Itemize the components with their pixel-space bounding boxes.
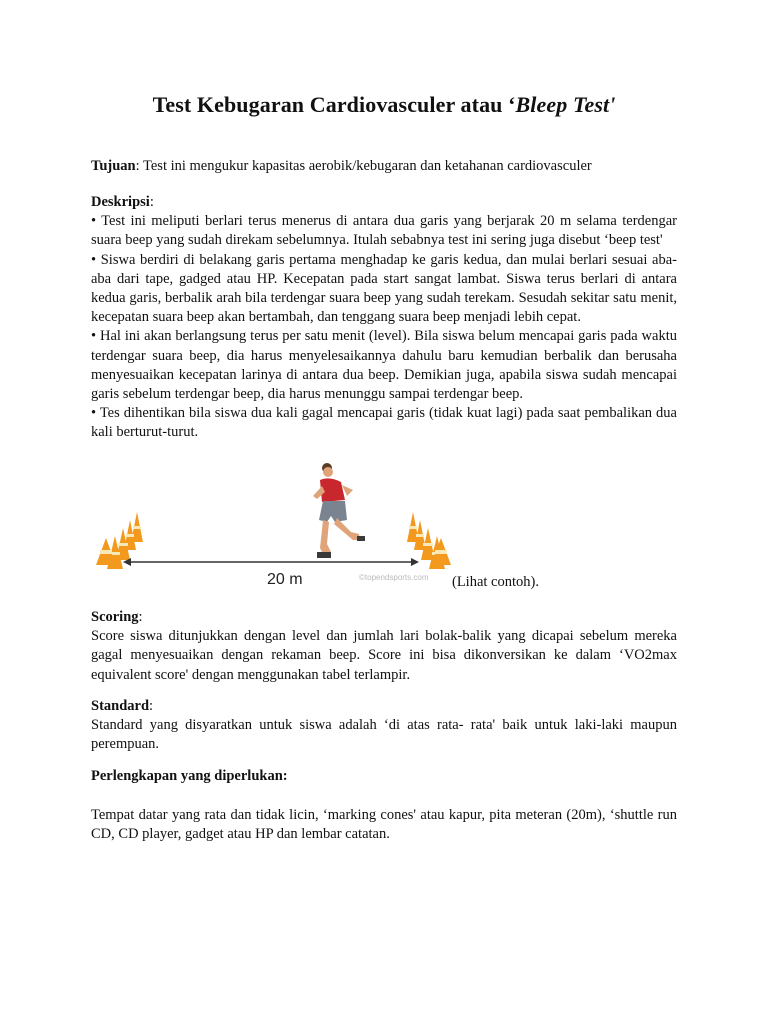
deskripsi-bullet-2: • Siswa berdiri di belakang garis pertama menghadap ke garis kedua, dan mulai berlari sesuai aba-aba dari tape, gadged atau HP. Kecepatan pada start sangat lambat. Siswa terus berlari di antara kedua garis, berbalik arah bila terdengar suara beep yang sudah terekam. Sesudah sekitar satu menit, kecepatan suara beep akan bertambah, dan tenggang suara beep menjadi lebih cepat.	[91, 251, 677, 326]
perlengkapan-section	[91, 767, 677, 786]
distance-label: 20 m	[267, 571, 303, 588]
beep-test-figure	[91, 460, 691, 595]
perlengkapan-label: Perlengkapan yang diperlukan:	[91, 768, 288, 784]
deskripsi-section	[91, 193, 677, 443]
tujuan-text: : Test ini mengukur kapasitas aerobik/kebugaran dan ketahanan cardiovasculer	[135, 158, 592, 174]
tujuan-label: Tujuan	[91, 158, 136, 174]
scoring-text: Score siswa ditunjukkan dengan level dan jumlah lari bolak-balik yang dicapai sebelum mereka gagal menyesuaikan dengan rekaman beep. Score ini bisa dikonversikan ke dalam ‘VO2max equivalent score' dengan menggunakan tabel terlampir.	[91, 628, 677, 683]
standard-section	[91, 697, 677, 755]
page-title	[0, 92, 768, 118]
perlengkapan-text: Tempat datar yang rata dan tidak licin, ‘marking cones' atau kapur, pita meteran (20m), ‘shuttle run CD, CD player, gadget atau HP dan lembar catatan.	[91, 807, 677, 843]
scoring-colon: :	[138, 609, 143, 625]
title-italic: Bleep Test'	[515, 92, 616, 117]
standard-label: Standard	[91, 698, 150, 714]
standard-colon: :	[149, 698, 154, 714]
deskripsi-colon: :	[149, 194, 154, 210]
figure-caption: (Lihat contoh).	[452, 574, 539, 590]
deskripsi-bullet-1: • Test ini meliputi berlari terus menerus di antara dua garis yang berjarak 20 m selama terdengar suara beep yang sudah direkam sebelumnya. Itulah sebabnya test ini sering juga disebut ‘beep test'	[91, 213, 677, 249]
scoring-label: Scoring	[91, 609, 139, 625]
standard-text: Standard yang disyaratkan untuk siswa adalah ‘di atas rata- rata' baik untuk laki-laki maupun perempuan.	[91, 717, 677, 753]
watermark-text: ©topendsports.com	[359, 573, 429, 582]
deskripsi-bullet-4: • Tes dihentikan bila siswa dua kali gagal mencapai garis (tidak kuat lagi) pada saat pembalikan dua kali berturut-turut.	[91, 405, 677, 441]
perlengkapan-text-block	[91, 806, 677, 844]
deskripsi-label: Deskripsi	[91, 194, 150, 210]
tujuan-section	[91, 157, 677, 176]
beep-test-illustration	[91, 460, 451, 590]
scoring-section	[91, 608, 677, 685]
title-main: Test Kebugaran Cardiovasculer atau ‘	[152, 92, 516, 117]
deskripsi-bullet-3: • Hal ini akan berlangsung terus per satu menit (level). Bila siswa belum mencapai garis pada waktu terdengar suara beep, dia harus menyelesaikannya dahulu baru kemudian berbalik dan berusaha menyesuaikan kecepatan larinya di antara dua beep. Demikian juga, apabila siswa sudah mencapai garis sebelum terdengar beep, dia harus menunggu sampai terdengar beep.	[91, 328, 677, 403]
